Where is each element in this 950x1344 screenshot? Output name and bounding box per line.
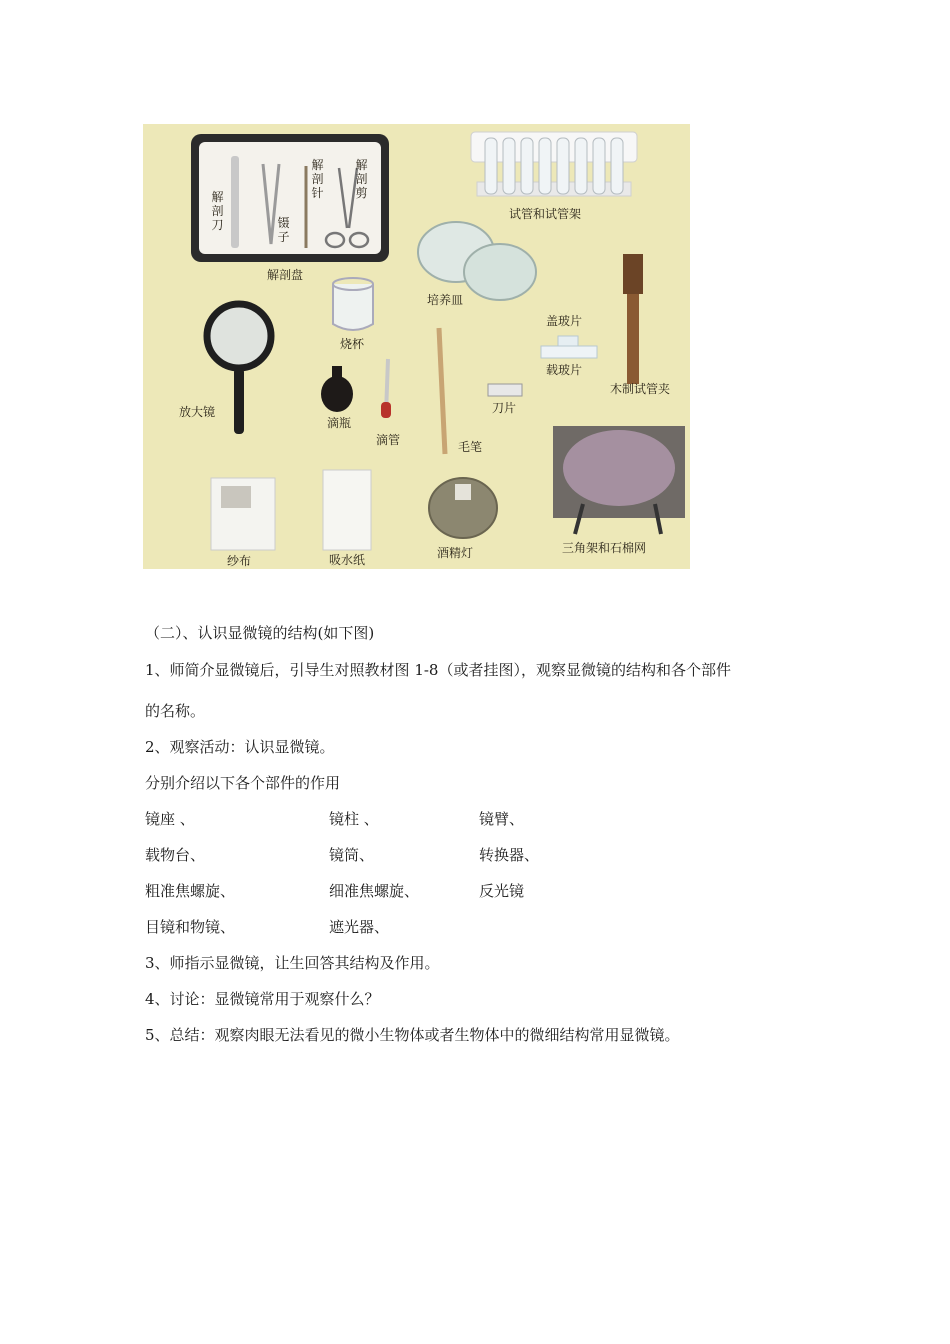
magnifier-handle [234, 368, 244, 434]
part-item: 遮光器、 [329, 918, 390, 936]
part-item: 粗准焦螺旋、 [145, 882, 236, 900]
asbestos-center [563, 430, 675, 506]
label-beaker: 烧杯 [340, 337, 365, 351]
paragraph-1-line-2: 的名称。 [145, 702, 206, 720]
part-item: 细准焦螺旋、 [329, 882, 420, 900]
petri-dish-base [464, 244, 536, 300]
parts-intro: 分别介绍以下各个部件的作用 [145, 774, 341, 792]
blade-shape [488, 384, 522, 396]
label-test-tubes: 试管和试管架 [509, 207, 582, 221]
label-cover-slip: 盖玻片 [546, 314, 583, 328]
label-dropper: 滴管 [376, 433, 401, 447]
paragraph-4: 4、讨论：显微镜常用于观察什么？ [145, 990, 380, 1008]
blotting-paper-shape [323, 470, 371, 550]
label-tripod: 三角架和石棉网 [562, 541, 647, 555]
lab-equipment-figure [143, 124, 690, 569]
label-scissors: 解剖剪 [355, 158, 368, 200]
label-alcohol-lamp: 酒精灯 [437, 546, 474, 560]
label-magnifier: 放大镜 [179, 405, 216, 419]
dropper-bottle-shape [321, 376, 353, 412]
label-brush: 毛笔 [458, 440, 483, 454]
part-item: 目镜和物镜、 [145, 918, 236, 936]
brush-shape [439, 328, 445, 454]
scalpel-shape [231, 156, 239, 248]
rack-base [477, 182, 631, 196]
label-scalpel: 解剖刀 [211, 190, 224, 232]
section-heading: （二）、认识显微镜的结构(如下图) [145, 624, 375, 642]
part-item: 镜筒、 [329, 846, 375, 864]
slide-shape [541, 346, 597, 358]
label-dropper-bottle: 滴瓶 [327, 416, 352, 430]
paragraph-5: 5、总结：观察肉眼无法看见的微小生物体或者生物体中的微细结构常用显微镜。 [145, 1026, 680, 1044]
label-petri: 培养皿 [427, 293, 464, 307]
label-tweezers: 镊子 [277, 216, 290, 244]
part-item: 转换器、 [479, 846, 540, 864]
equipment-drawing [143, 124, 690, 569]
label-clamp: 木制试管夹 [610, 382, 671, 396]
label-slide: 载玻片 [546, 363, 583, 377]
part-item: 镜臂、 [479, 810, 525, 828]
paragraph-1-line-1: 1、师简介显微镜后，引导生对照教材图 1-8（或者挂图），观察显微镜的结构和各个部件 [145, 661, 731, 679]
label-needle: 解剖针 [311, 158, 324, 200]
paragraph-2: 2、观察活动：认识显微镜。 [145, 738, 335, 756]
paragraph-3: 3、师指示显微镜，让生回答其结构及作用。 [145, 954, 440, 972]
part-item: 镜座 、 [145, 810, 195, 828]
label-blotting-paper: 吸水纸 [329, 553, 366, 567]
part-item: 反光镜 [479, 882, 525, 900]
part-item: 载物台、 [145, 846, 206, 864]
label-gauze: 纱布 [227, 554, 252, 568]
label-tray: 解剖盘 [267, 268, 304, 282]
label-blade: 刀片 [492, 401, 517, 415]
magnifier-lens [207, 304, 271, 368]
part-item: 镜柱 、 [329, 810, 379, 828]
